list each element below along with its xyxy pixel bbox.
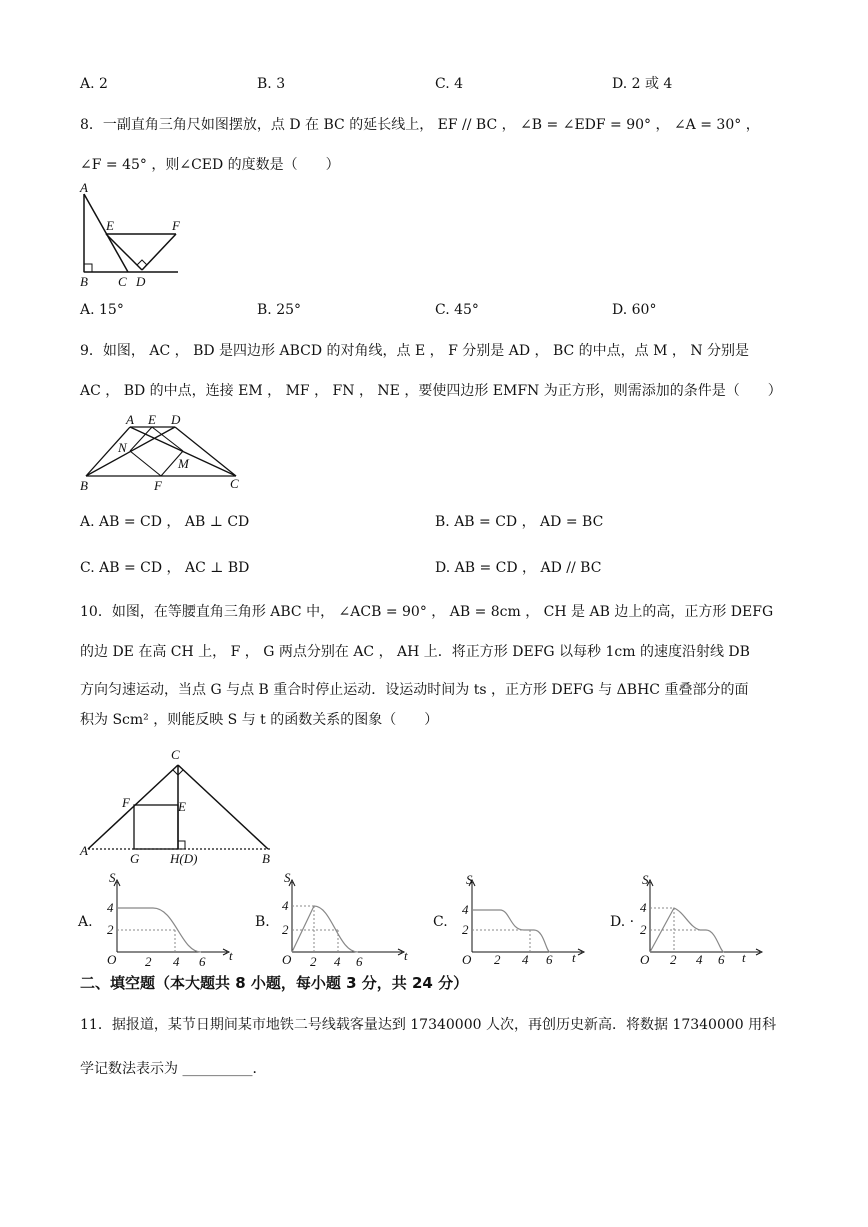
graph-c-y2: 2 bbox=[462, 922, 469, 937]
q10-graph-label-b: B. bbox=[255, 914, 270, 930]
graph-a-origin: O bbox=[107, 952, 117, 967]
q10-graph-a bbox=[105, 870, 235, 969]
q8-label-d: D bbox=[136, 274, 146, 289]
graph-c-y4: 4 bbox=[462, 902, 469, 917]
q8-stem-line1: 8．一副直角三角尺如图摆放，点 D 在 BC 的延长线上， EF // BC ， ∠B = ∠EDF = 90° ， ∠A = 30° ， bbox=[80, 117, 760, 133]
q9-figure bbox=[78, 410, 248, 495]
q9-label-f: F bbox=[154, 478, 162, 493]
q8-label-c: C bbox=[118, 274, 127, 289]
q10-graph-label-c: C. bbox=[433, 914, 448, 930]
graph-d-x6: 6 bbox=[718, 952, 725, 967]
q9-label-c: C bbox=[230, 476, 239, 491]
graph-b-x2: 2 bbox=[310, 954, 317, 969]
q8-option-d: D. 60° bbox=[612, 302, 657, 318]
q8-label-b: B bbox=[80, 274, 88, 289]
graph-c-origin: O bbox=[462, 952, 472, 967]
q9-label-e: E bbox=[148, 412, 156, 427]
q10-stem-line2: 的边 DE 在高 CH 上， F ， G 两点分别在 AC ， AH 上．将正方形 DEFG 以每秒 1cm 的速度沿射线 DB bbox=[80, 644, 750, 660]
q10-stem-line4: 积为 Scm² ，则能反映 S 与 t 的函数关系的图象（ ） bbox=[80, 712, 439, 728]
graph-d-x4: 4 bbox=[696, 952, 703, 967]
graph-a-axis-s: S bbox=[109, 870, 116, 885]
q9-stem-line2: AC ， BD 的中点，连接 EM ， MF ， FN ， NE ，要使四边形 EMFN 为正方形，则需添加的条件是（ ） bbox=[80, 383, 782, 399]
q8-option-a: A. 15° bbox=[80, 302, 124, 318]
q10-label-c: C bbox=[171, 747, 180, 762]
graph-c-axis-t: t bbox=[572, 950, 576, 965]
graph-d-axis-t: t bbox=[742, 950, 746, 965]
section-title: 二、填空题（本大题共 8 小题，每小题 3 分，共 24 分） bbox=[80, 974, 469, 992]
q8-option-c: C. 45° bbox=[435, 302, 479, 318]
q9-option-a: A. AB = CD ， AB ⊥ CD bbox=[80, 514, 250, 530]
q10-label-e: E bbox=[178, 799, 186, 814]
q10-label-b: B bbox=[262, 851, 270, 866]
q10-stem-line3: 方向匀速运动，当点 G 与点 B 重合时停止运动．设运动时间为 ts ，正方形 DEFG 与 ΔBHC 重叠部分的面 bbox=[80, 682, 749, 698]
q10-graph-d bbox=[638, 872, 768, 967]
graph-a-x4: 4 bbox=[173, 954, 180, 969]
q10-figure bbox=[78, 745, 283, 865]
q9-label-d: D bbox=[171, 412, 181, 427]
q7-option-c: C. 4 bbox=[435, 76, 464, 92]
q9-option-b: B. AB = CD ， AD = BC bbox=[435, 514, 604, 530]
graph-b-axis-s: S bbox=[284, 870, 291, 885]
q10-stem-line1: 10．如图，在等腰直角三角形 ABC 中， ∠ACB = 90° ， AB = 8cm ， CH 是 AB 边上的高，正方形 DEFG bbox=[80, 604, 774, 620]
q8-label-a: A bbox=[80, 180, 88, 195]
q9-stem-line1: 9．如图， AC ， BD 是四边形 ABCD 的对角线，点 E ， F 分别是 AD ， BC 的中点，点 M ， N 分别是 bbox=[80, 343, 750, 359]
q10-label-f: F bbox=[122, 795, 130, 810]
graph-b-y4: 4 bbox=[282, 898, 289, 913]
q9-label-n: N bbox=[118, 440, 127, 455]
q7-option-b: B. 3 bbox=[257, 76, 286, 92]
graph-b-origin: O bbox=[282, 952, 292, 967]
graph-c-axis-s: S bbox=[466, 872, 473, 887]
graph-b-axis-t: t bbox=[404, 948, 408, 963]
q10-label-h: H(D) bbox=[170, 851, 198, 866]
q8-stem-line2: ∠F = 45° ，则∠CED 的度数是（ ） bbox=[80, 157, 340, 173]
graph-d-origin: O bbox=[640, 952, 650, 967]
q10-label-g: G bbox=[130, 851, 140, 866]
q9-label-a: A bbox=[126, 412, 134, 427]
q9-option-c: C. AB = CD ， AC ⊥ BD bbox=[80, 560, 250, 576]
q10-graph-label-d: D. · bbox=[610, 914, 635, 930]
graph-a-y2: 2 bbox=[107, 922, 114, 937]
graph-d-y4: 4 bbox=[640, 900, 647, 915]
graph-c-x6: 6 bbox=[546, 952, 553, 967]
graph-d-x2: 2 bbox=[670, 952, 677, 967]
graph-d-y2: 2 bbox=[640, 922, 647, 937]
graph-d-axis-s: S bbox=[642, 872, 649, 887]
q11-stem-line1: 11．据报道，某节日期间某市地铁二号线载客量达到 17340000 人次，再创历史新高．将数据 17340000 用科 bbox=[80, 1017, 777, 1033]
graph-c-x4: 4 bbox=[522, 952, 529, 967]
graph-a-axis-t: t bbox=[229, 948, 233, 963]
q11-stem-line2: 学记数法表示为 __________． bbox=[80, 1061, 267, 1077]
graph-b-x4: 4 bbox=[334, 954, 341, 969]
graph-a-x6: 6 bbox=[199, 954, 206, 969]
q10-graph-label-a: A. bbox=[78, 914, 93, 930]
q9-option-d: D. AB = CD ， AD // BC bbox=[435, 560, 602, 576]
q8-figure bbox=[78, 182, 188, 292]
q10-label-a: A bbox=[80, 843, 88, 858]
q8-option-b: B. 25° bbox=[257, 302, 302, 318]
graph-c-x2: 2 bbox=[494, 952, 501, 967]
q8-label-e: E bbox=[106, 218, 114, 233]
q9-label-m: M bbox=[178, 456, 189, 471]
q10-graph-c bbox=[460, 872, 590, 967]
graph-a-x2: 2 bbox=[145, 954, 152, 969]
graph-b-x6: 6 bbox=[356, 954, 363, 969]
graph-b-y2: 2 bbox=[282, 922, 289, 937]
q7-option-d: D. 2 或 4 bbox=[612, 76, 673, 92]
q10-graph-b bbox=[280, 870, 410, 969]
q7-option-a: A. 2 bbox=[80, 76, 108, 92]
q8-label-f: F bbox=[172, 218, 180, 233]
q9-label-b: B bbox=[80, 478, 88, 493]
graph-a-y4: 4 bbox=[107, 900, 114, 915]
